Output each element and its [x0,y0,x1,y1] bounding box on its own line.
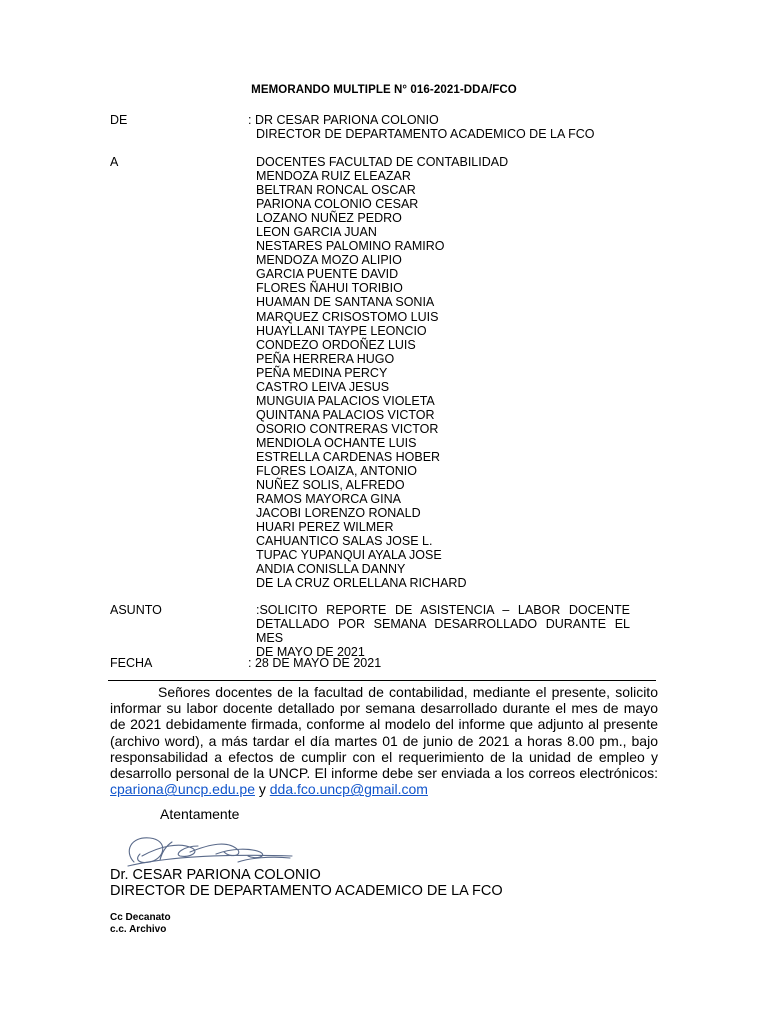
recipient-name: BELTRAN RONCAL OSCAR [256,183,416,198]
recipient-name: HUAYLLANI TAYPE LEONCIO [256,323,427,338]
cc-decanato: Cc Decanato [110,912,171,923]
asunto-line: DE MAYO DE 2021 [256,645,365,659]
recipient-name: FLORES LOAIZA, ANTONIO [256,464,417,479]
email-link-uncp[interactable]: cpariona@uncp.edu.pe [110,781,255,798]
recipient-name: MENDOZA RUIZ ELEAZAR [256,169,411,184]
recipient-name: ESTRELLA CARDENAS HOBER [256,449,441,464]
closing-atentamente: Atentamente [160,806,240,822]
body-line: desarrollo personal de la UNCP. El informe debe ser enviada a los correos electrónicos: [110,765,658,782]
cc-block [110,912,171,936]
recipient-name: NESTARES PALOMINO RAMIRO [256,239,445,254]
recipient-name: LEON GARCIA JUAN [256,225,377,240]
recipient-name: MUNGUIA PALACIOS VIOLETA [256,393,435,408]
asunto-line: DETALLADO POR SEMANA DESARROLLADO DURANTE EL MES [256,617,630,645]
recipient-name: TUPAC YUPANQUI AYALA JOSE [256,548,442,563]
recipient-name: PARIONA COLONIO CESAR [256,197,419,212]
cc-archivo: c.c. Archivo [110,924,167,935]
a-label: A [110,155,119,169]
recipient-name: PEÑA HERRERA HUGO [256,351,395,366]
recipient-name: QUINTANA PALACIOS VICTOR [256,407,435,422]
recipient-name: NUÑEZ SOLIS, ALFREDO [256,478,405,493]
recipient-name: JACOBI LORENZO RONALD [256,506,421,521]
recipient-name: HUARI PEREZ WILMER [256,520,394,535]
body-line: informar su labor docente detallado por semana desarrollado durante el mes de mayo [110,700,658,717]
recipient-name: MENDIOLA OCHANTE LUIS [256,435,417,450]
recipient-name: MARQUEZ CRISOSTOMO LUIS [256,309,439,324]
separator-line [108,680,656,681]
recipient-name: GARCIA PUENTE DAVID [256,267,399,282]
recipient-name: OSORIO CONTRERAS VICTOR [256,421,439,436]
body-line: Señores docentes de la facultad de contabilidad, mediante el presente, solicito [158,684,658,700]
recipient-name: HUAMAN DE SANTANA SONIA [256,295,435,310]
recipient-name: CONDEZO ORDOÑEZ LUIS [256,337,416,352]
body-line: responsabilidad a efectos de cumplir con el requerimiento de la unidad de empleo y [110,748,658,765]
recipient-name: PEÑA MEDINA PERCY [256,365,388,380]
fecha-label: FECHA [110,656,153,670]
asunto-label: ASUNTO [110,603,162,617]
fecha-value: : 28 DE MAYO DE 2021 [248,656,382,670]
recipient-name: ANDIA CONISLLA DANNY [256,562,406,577]
email-connector: y [254,781,270,798]
email-line [110,781,658,797]
email-link-gmail[interactable]: dda.fco.uncp@gmail.com [269,781,428,798]
asunto-line: :SOLICITO REPORTE DE ASISTENCIA – LABOR DOCENTE [256,603,630,617]
de-sender-title: DIRECTOR DE DEPARTAMENTO ACADEMICO DE LA FCO [256,127,595,141]
body-line: de 2021 debidamente firmada, conforme al modelo del informe que adjunto al presente [110,716,658,733]
signer-block [110,867,503,899]
body-paragraph [110,684,658,797]
de-label: DE [110,113,128,127]
asunto-text [256,603,630,659]
recipient-name: DE LA CRUZ ORLELLANA RICHARD [256,576,467,591]
recipient-name: LOZANO NUÑEZ PEDRO [256,211,402,226]
body-line: (archivo word), a más tardar el día martes 01 de junio de 2021 a horas 8.00 pm., bajo [110,732,658,749]
recipient-name: RAMOS MAYORCA GINA [256,492,401,507]
signer-name: Dr. CESAR PARIONA COLONIO [110,867,321,883]
recipient-name: MENDOZA MOZO ALIPIO [256,253,402,268]
recipient-name: CAHUANTICO SALAS JOSE L. [256,534,433,549]
recipient-list [256,155,508,590]
de-sender: : DR CESAR PARIONA COLONIO [248,113,439,127]
recipient-group: DOCENTES FACULTAD DE CONTABILIDAD [256,155,509,169]
recipient-name: CASTRO LEIVA JESUS [256,379,390,394]
signer-title: DIRECTOR DE DEPARTAMENTO ACADEMICO DE LA FCO [110,883,503,899]
memo-title: MEMORANDO MULTIPLE N° 016-2021-DDA/FCO [251,84,517,96]
recipient-name: FLORES ÑAHUI TORIBIO [256,281,403,296]
